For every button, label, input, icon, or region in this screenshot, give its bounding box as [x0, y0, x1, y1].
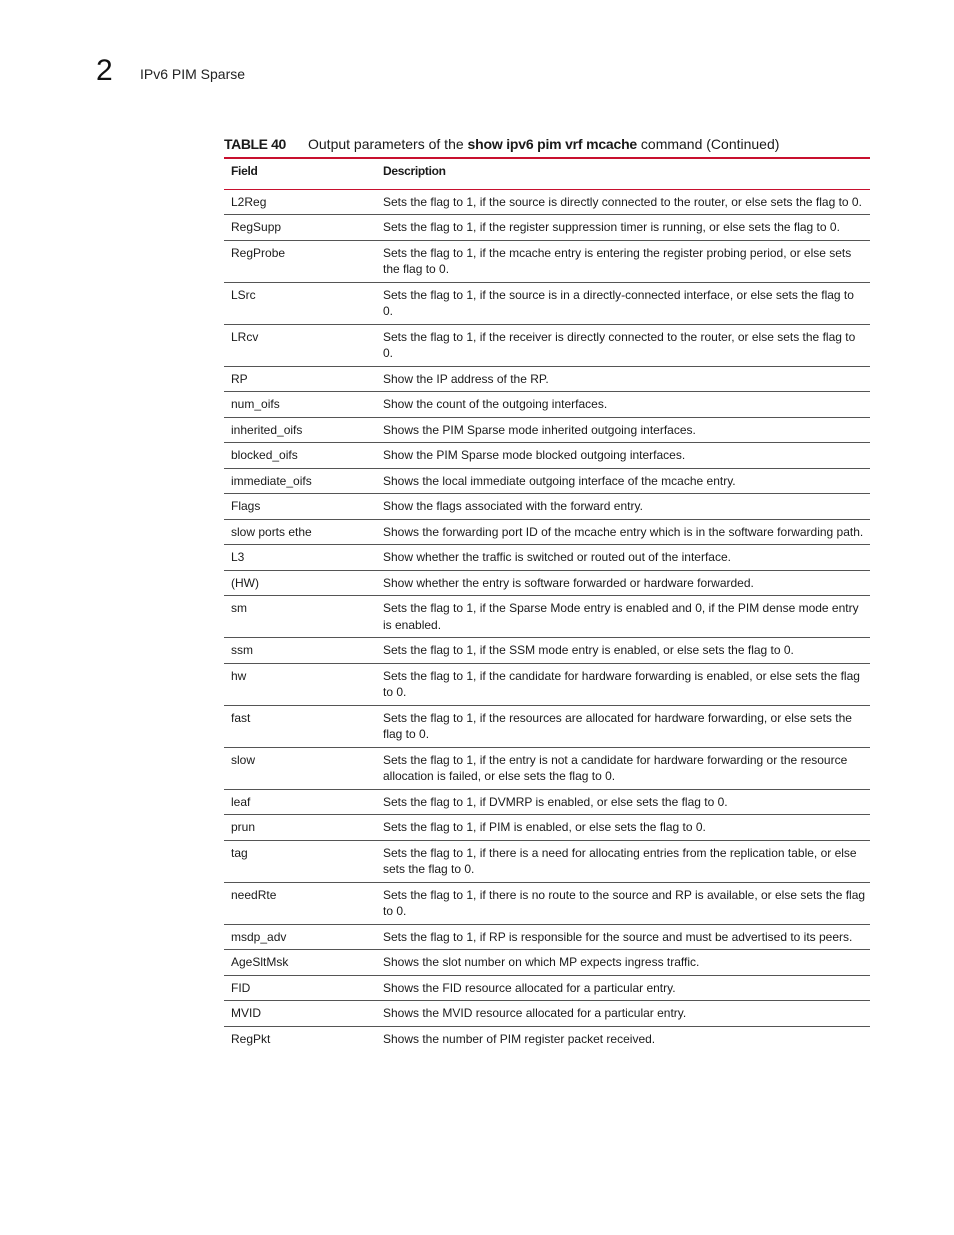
table-row: [224, 545, 870, 571]
chapter-title: IPv6 PIM Sparse: [140, 66, 246, 82]
header-field: Field: [231, 164, 258, 178]
table-row: [224, 815, 870, 841]
description-cell: Show the PIM Sparse mode blocked outgoing interfaces.: [383, 448, 686, 462]
header-description: Description: [383, 164, 446, 178]
description-cell: Show the IP address of the RP.: [383, 371, 549, 386]
table-row: [224, 706, 870, 748]
table-row: [224, 883, 870, 925]
description-cell: Sets the flag to 1, if the candidate for hardware forwarding is enabled, or else sets the flag to 0.: [383, 668, 860, 699]
description-cell: Sets the flag to 1, if the register suppression timer is running, or else sets the flag to 0.: [383, 220, 840, 234]
description-cell: Sets the flag to 1, if the source is in a directly-connected interface, or else sets the flag to 0.: [383, 287, 854, 318]
field-cell: FID: [231, 980, 251, 995]
table-row: [224, 418, 870, 444]
table-row: [224, 190, 870, 216]
field-cell: blocked_oifs: [231, 448, 298, 462]
description-cell: Sets the flag to 1, if the source is directly connected to the router, or else sets the flag to 0.: [383, 194, 862, 209]
field-cell: slow ports ethe: [231, 524, 312, 539]
table-row: [224, 925, 870, 951]
field-cell: LRcv: [231, 329, 259, 344]
field-cell: ssm: [231, 643, 253, 657]
description-cell: Shows the local immediate outgoing interface of the mcache entry.: [383, 473, 736, 488]
caption-text-after: command (Continued): [637, 136, 780, 152]
field-cell: needRte: [231, 887, 277, 902]
field-cell: RegSupp: [231, 220, 282, 234]
table-row: [224, 325, 870, 367]
table-row: [224, 664, 870, 706]
field-cell: hw: [231, 668, 247, 683]
description-cell: Show the flags associated with the forward entry.: [383, 499, 643, 513]
description-cell: Shows the MVID resource allocated for a particular entry.: [383, 1006, 687, 1020]
table-row: [224, 571, 870, 597]
field-cell: Flags: [231, 499, 261, 513]
description-cell: Sets the flag to 1, if the receiver is directly connected to the router, or else sets the flag to 0.: [383, 329, 856, 360]
field-cell: RegProbe: [231, 245, 286, 260]
description-cell: Show the count of the outgoing interfaces.: [383, 397, 608, 411]
description-cell: Shows the FID resource allocated for a particular entry.: [383, 980, 676, 995]
caption-text-before: Output parameters of the: [308, 136, 468, 152]
table-row: [224, 1001, 870, 1027]
field-cell: tag: [231, 845, 248, 860]
table-row: [224, 494, 870, 520]
table-row: [224, 283, 870, 325]
field-cell: L3: [231, 550, 245, 564]
table-row: [224, 596, 870, 638]
description-cell: Sets the flag to 1, if the mcache entry is entering the register probing period, or else sets the flag to 0.: [383, 245, 852, 276]
field-cell: immediate_oifs: [231, 473, 312, 488]
table-row: [224, 367, 870, 393]
description-cell: Sets the flag to 1, if the SSM mode entry is enabled, or else sets the flag to 0.: [383, 643, 794, 657]
description-cell: Sets the flag to 1, if the Sparse Mode entry is enabled and 0, if the PIM dense mode entry is enabled.: [383, 601, 859, 632]
field-cell: RegPkt: [231, 1031, 271, 1046]
table-header-row: [224, 159, 870, 190]
caption-command: show ipv6 pim vrf mcache: [467, 136, 638, 152]
field-cell: (HW): [231, 575, 259, 590]
field-cell: num_oifs: [231, 397, 280, 411]
table-row: [224, 520, 870, 546]
table-row: [224, 1027, 870, 1052]
field-cell: MVID: [231, 1006, 261, 1020]
description-cell: Shows the forwarding port ID of the mcache entry which is in the software forwarding path.: [383, 524, 864, 539]
description-cell: Shows the slot number on which MP expects ingress traffic.: [383, 955, 700, 969]
output-parameters-table: [224, 157, 870, 1051]
table-row: [224, 215, 870, 241]
field-cell: leaf: [231, 794, 251, 809]
description-cell: Shows the PIM Sparse mode inherited outgoing interfaces.: [383, 422, 696, 437]
table-row: [224, 443, 870, 469]
field-cell: L2Reg: [231, 194, 267, 209]
table-row: [224, 790, 870, 816]
table-row: [224, 392, 870, 418]
field-cell: msdp_adv: [231, 929, 287, 944]
description-cell: Sets the flag to 1, if PIM is enabled, or else sets the flag to 0.: [383, 820, 706, 834]
table-row: [224, 241, 870, 283]
field-cell: prun: [231, 820, 256, 834]
table-row: [224, 976, 870, 1002]
field-cell: LSrc: [231, 287, 256, 302]
field-cell: sm: [231, 601, 247, 615]
table-row: [224, 841, 870, 883]
field-cell: inherited_oifs: [231, 422, 303, 437]
field-cell: AgeSltMsk: [231, 955, 289, 969]
description-cell: Sets the flag to 1, if the entry is not a candidate for hardware forwarding or the resource allocation is failed, or else sets the flag to 0.: [383, 752, 848, 783]
description-cell: Sets the flag to 1, if there is no route to the source and RP is available, or else sets the flag to 0.: [383, 887, 866, 918]
description-cell: Sets the flag to 1, if the resources are allocated for hardware forwarding, or else sets the flag to 0.: [383, 710, 852, 741]
description-cell: Show whether the entry is software forwarded or hardware forwarded.: [383, 575, 754, 590]
table-label: TABLE 40: [224, 136, 286, 152]
table-row: [224, 950, 870, 976]
chapter-number: 2: [96, 54, 113, 87]
description-cell: Show whether the traffic is switched or routed out of the interface.: [383, 550, 731, 564]
table-caption: [224, 135, 870, 153]
table-row: [224, 748, 870, 790]
description-cell: Sets the flag to 1, if DVMRP is enabled, or else sets the flag to 0.: [383, 794, 728, 809]
field-cell: slow: [231, 752, 256, 767]
description-cell: Sets the flag to 1, if there is a need for allocating entries from the replication table, or else sets the flag to 0.: [383, 845, 857, 876]
table-row: [224, 638, 870, 664]
field-cell: RP: [231, 371, 248, 386]
description-cell: Shows the number of PIM register packet received.: [383, 1031, 656, 1046]
field-cell: fast: [231, 710, 251, 725]
description-cell: Sets the flag to 1, if RP is responsible for the source and must be advertised to its peers.: [383, 929, 853, 944]
table-row: [224, 469, 870, 495]
table-body: [224, 190, 870, 1052]
